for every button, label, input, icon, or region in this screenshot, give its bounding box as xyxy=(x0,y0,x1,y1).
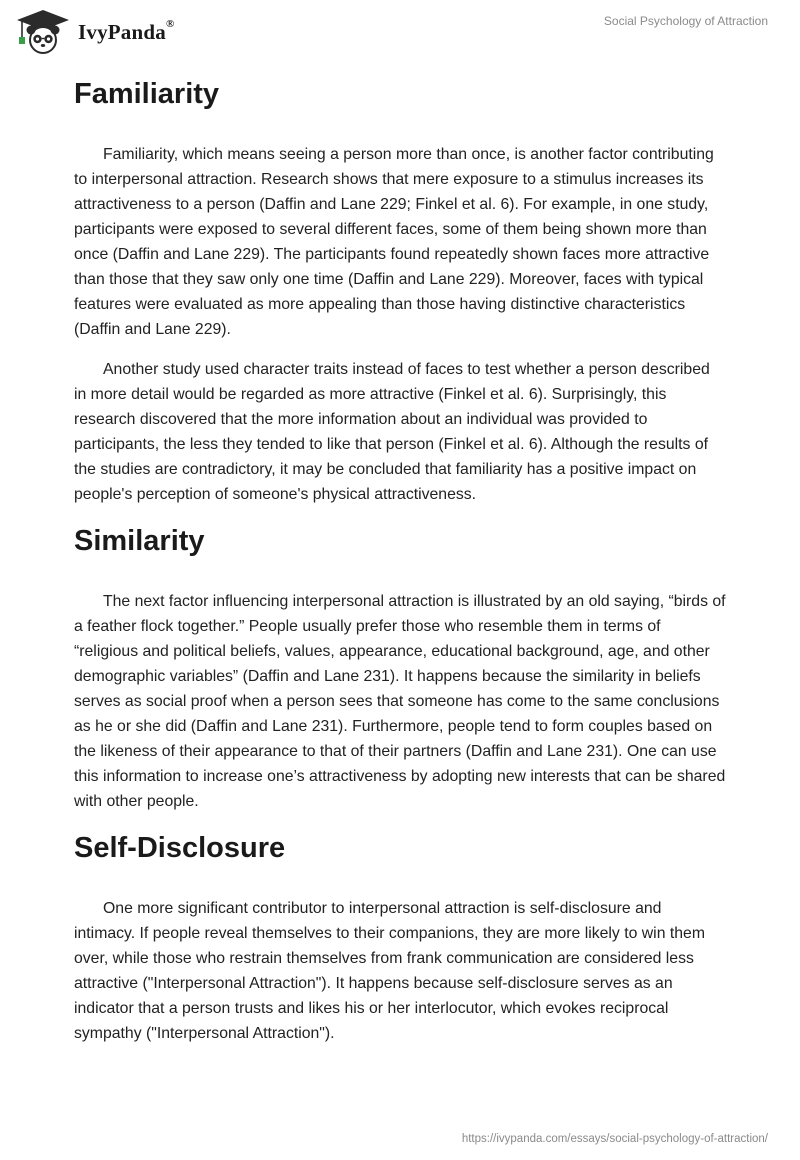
document-title: Social Psychology of Attraction xyxy=(603,14,768,28)
source-url-link[interactable]: https://ivypanda.com/essays/social-psychology-of-attraction/ xyxy=(461,1133,768,1145)
paragraph: The next factor influencing interpersonal attraction is illustrated by an old saying, “birds of a feather flock together.” People usually prefer those who resemble them in terms of “religious and political beliefs, values, appearance, educational background, age, and other demographic variables” (Daffin and Lane 231). It happens because the similarity in beliefs serves as social proof when a person sees that someone has come to the same conclusions as he or she did (Daffin and Lane 231). Furthermore, people tend to form couples based on the likeness of their appearance to that of their partners (Daffin and Lane 231). One can use this information to increase one’s attractiveness by adopting new interests that can be shared with other people. xyxy=(74,593,726,810)
brand-logo[interactable] xyxy=(14,8,174,56)
paragraph: One more significant contributor to interpersonal attraction is self-disclosure and intimacy. If people reveal themselves to their companions, they are more likely to win them over, while those who restrain themselves from frank communication are considered less attractive ("Interpersonal Attraction"). It happens because self-disclosure serves as an indicator that a person trusts and likes his or her interlocutor, which evokes reciprocal sympathy ("Interpersonal Attraction"). xyxy=(74,900,705,1042)
page-header xyxy=(0,0,800,62)
essay-body xyxy=(74,68,726,1046)
section-heading-familiarity: Familiarity xyxy=(74,78,220,110)
brand-name: IvyPanda® xyxy=(78,17,175,44)
panda-graduate-icon xyxy=(14,8,72,56)
section-heading-self-disclosure: Self-Disclosure xyxy=(74,832,286,864)
section-heading-similarity: Similarity xyxy=(74,525,205,557)
paragraph: Another study used character traits instead of faces to test whether a person described in more detail would be regarded as more attractive (Finkel et al. 6). Surprisingly, this research discovered that the more information about an individual was provided to participants, the less they tended to like that person (Finkel et al. 6). Although the results of the studies are contradictory, it may be concluded that familiarity has a positive impact on people's perception of someone's physical attractiveness. xyxy=(74,361,710,503)
paragraph: Familiarity, which means seeing a person more than once, is another factor contributing to interpersonal attraction. Research shows that mere exposure to a stimulus increases its attractiveness to a person (Daffin and Lane 229; Finkel et al. 6). For example, in one study, participants were exposed to several different faces, some of them being shown more than once (Daffin and Lane 229). The participants found repeatedly shown faces more attractive than those that they saw only one time (Daffin and Lane 229). Moreover, faces with typical features were evaluated as more appealing than those having distinctive characteristics (Daffin and Lane 229). xyxy=(74,146,714,338)
